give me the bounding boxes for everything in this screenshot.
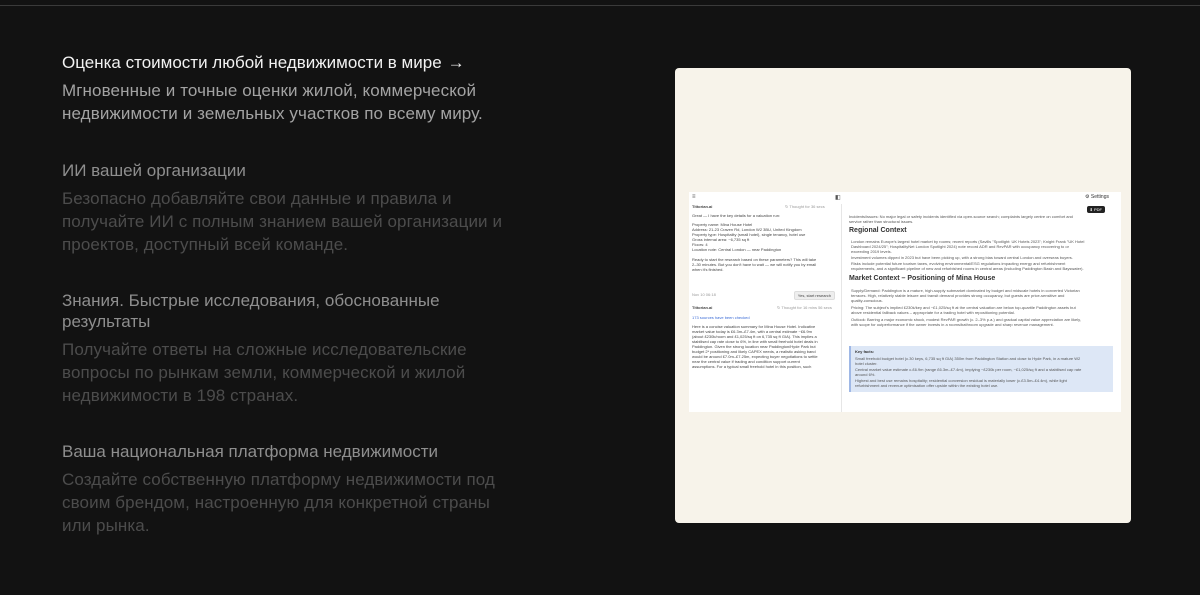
top-divider xyxy=(0,5,1200,6)
report-bullet: Dashboard 2024/25"; HospitalityNet London Spotlight 2024) note record ADR and RevPAR with occupancy recovering to or xyxy=(851,244,1069,249)
thought-time: ↻ Thought for 36 secs xyxy=(785,204,825,209)
fact-bullet: Central market value estimate c.£6.9m (range £6.3m–£7.4m), implying ~£230k per room, ~£1,025/sq ft and a stabilised cap rate xyxy=(855,367,1082,372)
section-heading: Regional Context xyxy=(849,227,907,234)
report-text: service rather than structural issues. xyxy=(849,219,914,224)
feature-title[interactable]: Оценка стоимости любой недвижимости в мире → xyxy=(62,53,465,72)
timestamp: Nov 10 06:18 xyxy=(692,292,716,297)
chat-text: Gross internal area: ~6,735 sq ft xyxy=(692,237,750,242)
preview-card xyxy=(675,68,1131,523)
report-bullet: Risks include potential future tourism taxes, evolving environmental/ESG regulations impacting energy and refurbishment xyxy=(851,261,1066,266)
feature-description: Мгновенные и точные оценки жилой, коммерческой недвижимости и земельных участков по всему миру. xyxy=(62,81,483,123)
chat-text: Location note: Central London — near Paddington xyxy=(692,247,782,252)
report-panel xyxy=(849,204,1119,412)
feature-national-platform[interactable] xyxy=(62,441,495,537)
report-bullet: Supply/Demand: Paddington is a mature, high-supply submarket dominated by budget and midscale hotels in converted Victorian xyxy=(851,288,1080,293)
key-facts-box xyxy=(849,346,1113,392)
feature-description: Создайте собственную платформу недвижимости под своим брендом, настроенную для конкретной страны или рынка. xyxy=(62,470,495,535)
start-research-button[interactable]: Yes, start research xyxy=(794,291,835,300)
chat-text: Ready to start the research based on these parameters? This will take xyxy=(692,257,817,262)
arrow-right-icon: → xyxy=(447,53,465,72)
feature-title[interactable]: Ваша национальная платформа недвижимости xyxy=(62,442,438,461)
chat-text: 2–30 minutes. But you don't have to wait — we will notify you by email xyxy=(692,262,817,267)
feature-description: Получайте ответы на сложные исследовательские вопросы по рынкам земли, коммерческой и жилой недвижимости в 198 странах. xyxy=(62,340,467,405)
app-screenshot xyxy=(689,192,1121,412)
feature-org-ai[interactable] xyxy=(62,160,502,256)
chat-text: Here is a concise valuation summary for Mina House Hotel. Indicative xyxy=(692,324,816,329)
feature-knowledge[interactable] xyxy=(62,290,467,407)
chat-text: budget 2* positioning and likely CAPEX needs, a realistic asking band xyxy=(692,349,816,354)
fact-bullet: refurbishment and revenue optimisation offer upside within the existing hotel use. xyxy=(855,383,999,388)
agent-name: Tittorian.ai xyxy=(692,305,713,310)
agent-name: Tittorian.ai xyxy=(692,204,713,209)
settings-button[interactable]: ⚙ Settings xyxy=(1085,194,1109,200)
chat-panel xyxy=(689,204,842,412)
report-bullet: above residential fallback values – appropriate for a trading hotel with repositioning potential. xyxy=(851,310,1015,315)
panel-toggle-icon[interactable]: ◧ xyxy=(835,195,841,201)
feature-title[interactable]: Знания. Быстрые исследования, обоснованные результаты xyxy=(62,291,440,331)
chat-text: stabilised cap rate close to 6%, in line with small freehold hotel deals in xyxy=(692,339,818,344)
chat-text: (about £230k/room and £1,025/sq ft on 6,735 sq ft GIA). This implies a xyxy=(692,334,817,339)
chat-text: Great — I have the key details for a valuation run: xyxy=(692,213,781,218)
chat-text: would be around £7.0m–£7.25m, expecting buyer negotiations to settle xyxy=(692,354,818,359)
menu-icon[interactable]: ≡ xyxy=(692,194,696,200)
chat-text: Property name: Mina House Hotel xyxy=(692,222,753,227)
fact-bullet: hotel cluster. xyxy=(855,361,878,366)
report-bullet: terraces. High, relatively stable leisure and transit demand provides strong occupancy, but guests are price-sensitive and xyxy=(851,293,1065,298)
feature-description: Безопасно добавляйте свои данные и правила и получайте ИИ с полным знанием вашей организации и проектов, доступный всей команде. xyxy=(62,189,503,254)
key-facts-title: Key facts: xyxy=(855,349,875,354)
chat-text: Address: 21-23 Craven Rd, London W2 3BU, United Kingdom xyxy=(692,227,802,232)
feature-title[interactable]: ИИ вашей организации xyxy=(62,161,246,180)
app-header xyxy=(689,192,1121,202)
sources-link[interactable]: 173 sources have been checked xyxy=(692,315,750,320)
report-bullet: exceeding 2019 levels. xyxy=(851,249,892,254)
fact-bullet: Small freehold budget hotel (c.30 keys, 6,735 sq ft GIA) 350m from Paddington Station and close to Hyde Park, in a mature W2 xyxy=(855,356,1081,361)
thought-time: ↻ Thought for 16 mins 56 secs xyxy=(777,305,832,310)
chat-text: Property type: Hospitality (small hotel), single tenancy, hotel use xyxy=(692,232,806,237)
chat-text: assumptions. For a typical small freehold hotel in this position, such xyxy=(692,364,812,369)
chat-text: Floors: 4 xyxy=(692,242,708,247)
chat-text: Paddington. Given the strong location near Paddington/Hyde Park but xyxy=(692,344,816,349)
fact-bullet: around 6%. xyxy=(855,372,876,377)
chat-text: when it's finished. xyxy=(692,267,724,272)
chat-text: market value today is £6.3m–£7.4m, with a central estimate ~£6.9m xyxy=(692,329,812,334)
report-text: Incidents/issues: No major legal or safety incidents identified via open-source search; complaints largely centre on comfort and xyxy=(849,214,1073,219)
feature-valuation[interactable] xyxy=(62,52,483,125)
section-heading: Market Context – Positioning of Mina House xyxy=(849,275,996,282)
report-bullet: Outlook: Barring a major economic shock, modest RevPAR growth (c. 2–3% p.a.) and gradual capital value appreciation are likely, xyxy=(851,317,1081,322)
pdf-download-button[interactable]: ⬇ PDF xyxy=(1087,206,1105,213)
report-bullet: requirements, and a significant pipeline of new and refurbished rooms in central areas (including Paddington Basin and Bayswater). xyxy=(851,266,1084,271)
report-bullet: quality-conscious. xyxy=(851,298,883,303)
fact-bullet: Highest and best use remains hospitality; residential conversion residual is materially lower (c.£3.5m–£4.4m), while light xyxy=(855,378,1067,383)
report-bullet: Investment volumes dipped in 2023 but have been picking up, with a strong bias toward central London and overseas buyers. xyxy=(851,255,1073,260)
report-bullet: Pricing: The subject's implied £230k/key and ~£1,025/sq ft at the central valuation are below top-quartile Paddington assets but xyxy=(851,305,1076,310)
chat-text: near the central value if trading and condition support current xyxy=(692,359,800,364)
report-bullet: London remains Europe's largest hotel market by rooms; recent reports (Savills "Spotlight: UK Hotels 2023"; Knight Frank "UK Hotel xyxy=(851,239,1085,244)
report-bullet: with scope for outperformance if the owner invests in a rooms/bathroom upgrade and sharp revenue management. xyxy=(851,322,1054,327)
